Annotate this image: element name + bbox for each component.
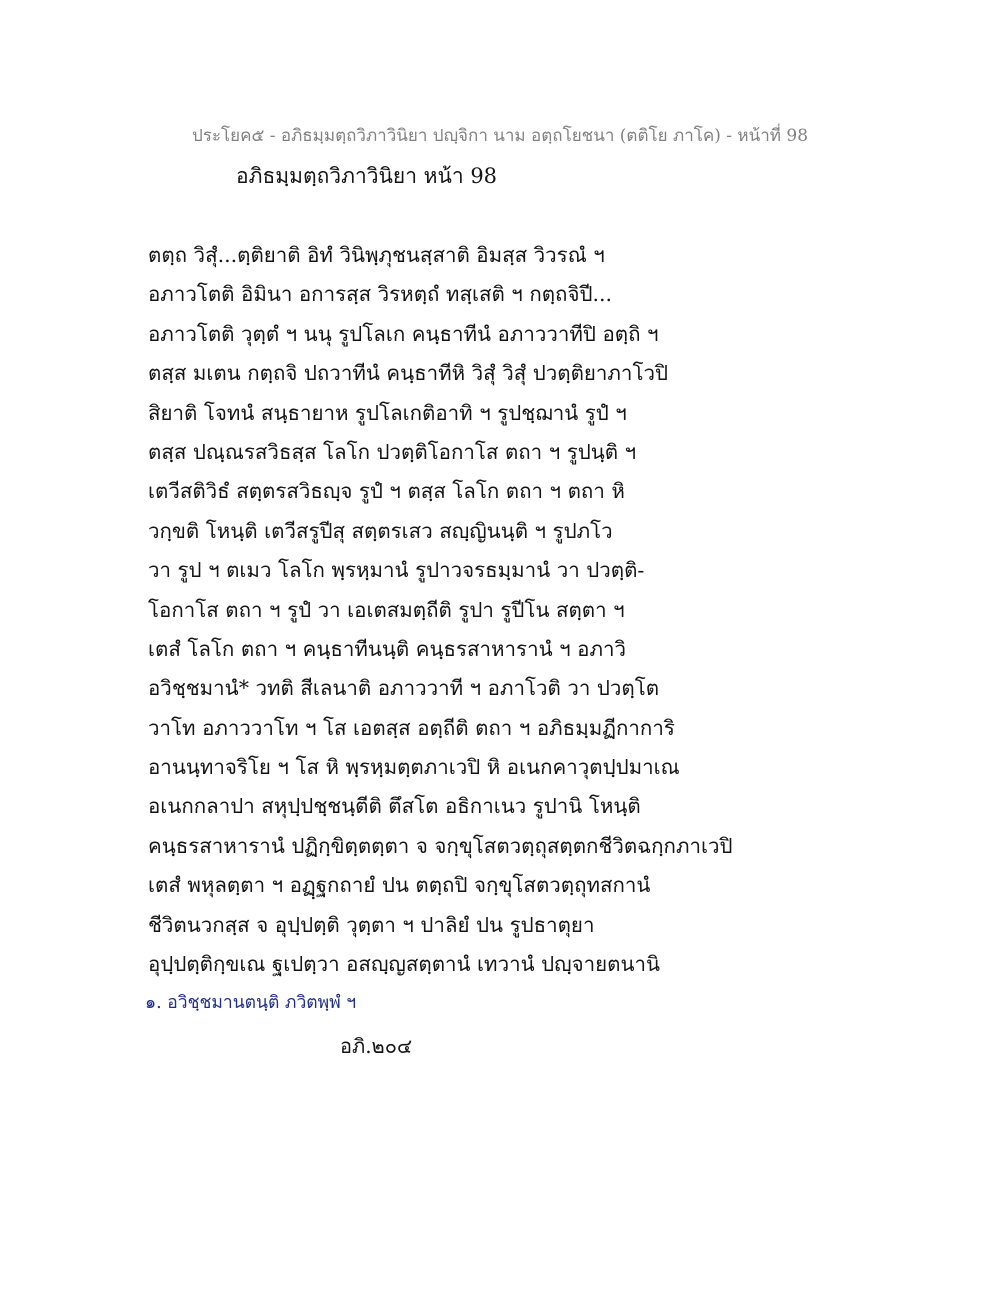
text-line: ตสฺส ปณฺณรสวิธสฺส โลโก ปวตฺติโอกาโส ตถา ฯ รูปนฺติ ฯ: [148, 439, 637, 464]
text-line: โอกาโส ตถา ฯ รูปํ วา เอเตสมตฺถีติ รูปา รูปีโน สตฺตา ฯ: [148, 597, 625, 622]
text-line: เตสํ พหุลตฺตา ฯ อฏฺฐกถายํ ปน ตตฺถปิ จกฺขุโสตวตฺถุทสกานํ: [148, 873, 651, 898]
text-line: อวิชฺชมานํ* วทติ สีเลนาติ อภาววาที ฯ อภาโวติ วา ปวตฺโต: [148, 676, 660, 701]
text-line: อานนฺทาจริโย ฯ โส หิ พฺรหฺมตฺตภาเวปิ หิ อเนกคาวุตปฺปมาเณ: [148, 755, 680, 780]
running-header: ประโยค๕ - อภิธมฺมตฺถวิภาวินิยา ปญฺจิกา นาม อตฺถโยชนา (ตติโย ภาโค) - หน้าที่ 98: [191, 126, 809, 146]
footnote: ๑. อวิชฺชมานตนฺติ ภวิตพฺพํ ฯ: [145, 993, 357, 1013]
page-reference: อภิ.๒๐๔: [340, 1034, 413, 1058]
text-line: อเนกกลาปา สหุปฺปชฺชนฺตีติ ตึสโต อธิกาเนว รูปานิ โหนฺติ: [148, 794, 641, 819]
text-line: วาโท อภาววาโท ฯ โส เอตสฺส อตฺถีติ ตถา ฯ อภิธมฺมฏีกาการิ: [148, 715, 675, 740]
text-line: ชีวิตนวกสฺส จ อุปฺปตฺติ วุตฺตา ฯ ปาลิยํ ปน รูปธาตุยา: [148, 912, 595, 937]
text-line: อภาวโตติ วุตฺตํ ฯ นนุ รูปโลเก คนฺธาทีนํ อภาววาทีปิ อตฺถิ ฯ: [148, 321, 659, 346]
text-line: เตสํ โลโก ตถา ฯ คนฺธาทีนนฺติ คนฺธรสาหารานํ ฯ อภาวิ: [148, 636, 626, 661]
body-text: [148, 240, 868, 988]
text-line: ตสฺส มเตน กตฺถจิ ปถวาทีนํ คนฺธาทีหิ วิสุํ วิสุํ ปวตฺติยาภาโวปิ: [148, 361, 668, 386]
text-line: วกฺขติ โหนฺติ เตวีสรูปีสุ สตฺตรเสว สญฺญินนฺติ ฯ รูปภโว: [148, 518, 613, 543]
text-line: ตตฺถ วิสุํ...ตฺติยาติ อิทํ วินิพฺภุชนสฺสาติ อิมสฺส วิวรณํ ฯ: [148, 243, 605, 267]
text-line: อุปฺปตฺติกฺขเณ ฐเปตฺวา อสญฺญสตฺตานํ เทวานํ ปญฺจายตนานิ: [148, 952, 660, 977]
text-line: คนฺธรสาหารานํ ปฏิกฺขิตฺตตฺตา จ จกฺขุโสตวตฺถุสตฺตกชีวิตฉกฺกภาเวปิ: [148, 833, 733, 858]
text-line: สิยาติ โจทนํ สนฺธายาห รูปโลเกติอาทิ ฯ รูปชฺฌานํ รูปํ ฯ: [148, 400, 627, 425]
text-line: เตวีสติวิธํ สตฺตรสวิธญฺจ รูปํ ฯ ตสฺส โลโก ตถา ฯ ตถา หิ: [148, 479, 625, 504]
text-line: อภาวโตติ อิมินา อการสฺส วิรหตฺถํ ทสฺเสติ ฯ กตฺถจิปี...: [148, 282, 613, 307]
page-heading: อภิธมฺมตฺถวิภาวินิยา หน้า 98: [236, 164, 498, 188]
text-line: วา รูป ฯ ตเมว โลโก พฺรหฺมานํ รูปาวจรธมฺมานํ วา ปวตฺติ-: [148, 558, 645, 583]
